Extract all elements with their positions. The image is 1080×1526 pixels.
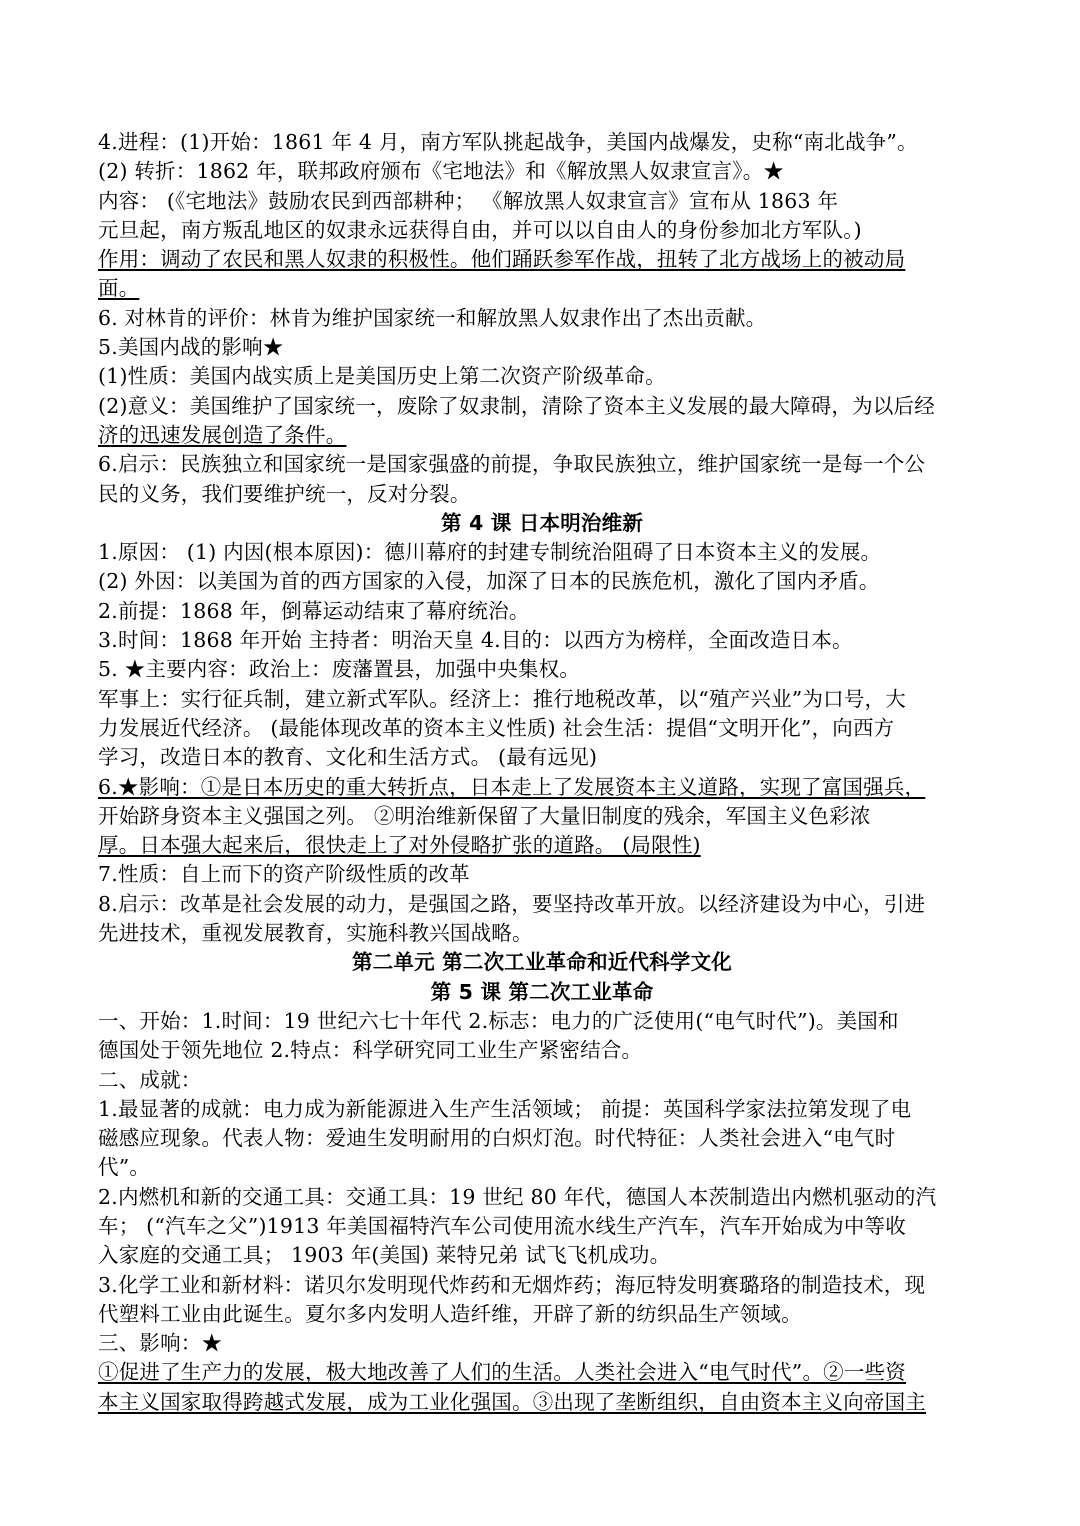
text-line: 车； (“汽车之父”)1913 年美国福特汽车公司使用流水线生产汽车，汽车开始成为中等收 <box>98 1213 906 1238</box>
text-line: (2) 转折：1862 年，联邦政府颁布《宅地法》和《解放黑人奴隶宣言》。★ <box>98 159 785 184</box>
text-line: 厚。日本强大起来后，很快走上了对外侵略扩张的道路。 (局限性) <box>98 833 701 858</box>
text-line: 民的义务，我们要维护统一，反对分裂。 <box>98 481 471 506</box>
text-line: 6.启示：民族独立和国家统一是国家强盛的前提，争取民族独立，维护国家统一是每一个公 <box>98 452 926 477</box>
text-line: 面。 <box>98 276 140 301</box>
unit-heading: 第二单元 第二次工业革命和近代科学文化 <box>352 950 732 975</box>
text-line: 2.前提：1868 年，倒幕运动结束了幕府统治。 <box>98 598 530 623</box>
text-line: 内容： (《宅地法》鼓励农民到西部耕种； 《解放黑人奴隶宣言》宣布从 1863 年 <box>98 188 839 213</box>
text-line: 二、成就： <box>98 1067 202 1092</box>
text-line: 德国处于领先地位 2.特点：科学研究同工业生产紧密结合。 <box>98 1038 643 1063</box>
text-line: 7.性质：自上而下的资产阶级性质的改革 <box>98 862 470 887</box>
text-line: 军事上：实行征兵制，建立新式军队。经济上：推行地税改革，以“殖产兴业”为口号，大 <box>98 686 906 711</box>
text-line: 力发展近代经济。 (最能体现改革的资本主义性质) 社会生活：提倡“文明开化”，向西方 <box>98 715 895 740</box>
text-line: 学习，改造日本的教育、文化和生活方式。 (最有远见) <box>98 745 598 770</box>
text-line: 元旦起，南方叛乱地区的奴隶永远获得自由，并可以以自由人的身份参加北方军队。) <box>98 217 862 242</box>
text-line: 6.★影响：①是日本历史的重大转折点，日本走上了发展资本主义道路，实现了富国强兵， <box>98 774 926 799</box>
text-line: (2) 外因：以美国为首的西方国家的入侵，加深了日本的民族危机，激化了国内矛盾。 <box>98 569 880 594</box>
text-line: 代塑料工业由此诞生。夏尔多内发明人造纤维，开辟了新的纺织品生产领域。 <box>98 1301 802 1326</box>
text-line: 1.最显著的成就：电力成为新能源进入生产生活领域； 前提：英国科学家法拉第发现了电 <box>98 1096 912 1121</box>
text-line: 开始跻身资本主义强国之列。 ②明治维新保留了大量旧制度的残余，军国主义色彩浓 <box>98 803 871 828</box>
text-line: 济的迅速发展创造了条件。 <box>98 422 347 447</box>
text-line: 代”。 <box>98 1155 151 1180</box>
text-line: 2.内燃机和新的交通工具：交通工具：19 世纪 80 年代，德国人本茨制造出内燃机驱动的汽 <box>98 1184 937 1209</box>
lesson-heading: 第 5 课 第二次工业革命 <box>430 979 654 1004</box>
text-line: 入家庭的交通工具； 1903 年(美国) 莱特兄弟 试飞飞机成功。 <box>98 1243 671 1268</box>
text-line: 1.原因： (1) 内因(根本原因)：德川幕府的封建专制统治阻碍了日本资本主义的发展。 <box>98 540 882 565</box>
text-line: 3.时间：1868 年开始 主持者：明治天皇 4.目的：以西方为榜样，全面改造日本。 <box>98 628 853 653</box>
text-line: 3.化学工业和新材料：诺贝尔发明现代炸药和无烟炸药；海厄特发明赛璐珞的制造技术，现 <box>98 1272 926 1297</box>
lesson-heading: 第 4 课 日本明治维新 <box>440 510 644 535</box>
text-line: 一、开始：1.时间：19 世纪六七十年代 2.标志：电力的广泛使用(“电气时代”)。美国和 <box>98 1008 899 1033</box>
document-page <box>98 128 986 1417</box>
text-line: (1)性质：美国内战实质上是美国历史上第二次资产阶级革命。 <box>98 364 666 389</box>
text-line: 三、影响：★ <box>98 1331 223 1356</box>
text-line: 5. ★主要内容：政治上：废藩置县，加强中央集权。 <box>98 657 581 682</box>
text-line: 8.启示：改革是社会发展的动力，是强国之路，要坚持改革开放。以经济建设为中心，引进 <box>98 891 926 916</box>
text-line: 5.美国内战的影响★ <box>98 335 284 360</box>
text-line: (2)意义：美国维护了国家统一，废除了奴隶制，清除了资本主义发展的最大障碍，为以后经 <box>98 393 935 418</box>
text-line: 先进技术，重视发展教育，实施科教兴国战略。 <box>98 921 533 946</box>
text-line: 4.进程：(1)开始：1861 年 4 月，南方军队挑起战争，美国内战爆发，史称“南北战争”。 <box>98 130 918 154</box>
text-line: 6. 对林肯的评价：林肯为维护国家统一和解放黑人奴隶作出了杰出贡献。 <box>98 305 767 330</box>
text-line: 本主义国家取得跨越式发展，成为工业化强国。③出现了垄断组织，自由资本主义向帝国主 <box>98 1389 926 1414</box>
text-line: ①促进了生产力的发展，极大地改善了人们的生活。人类社会进入“电气时代”。②一些资 <box>98 1360 906 1385</box>
text-line: 磁感应现象。代表人物：爱迪生发明耐用的白炽灯泡。时代特征：人类社会进入“电气时 <box>98 1126 896 1151</box>
text-line: 作用：调动了农民和黑人奴隶的积极性。他们踊跃参军作战，扭转了北方战场上的被动局 <box>98 247 906 272</box>
